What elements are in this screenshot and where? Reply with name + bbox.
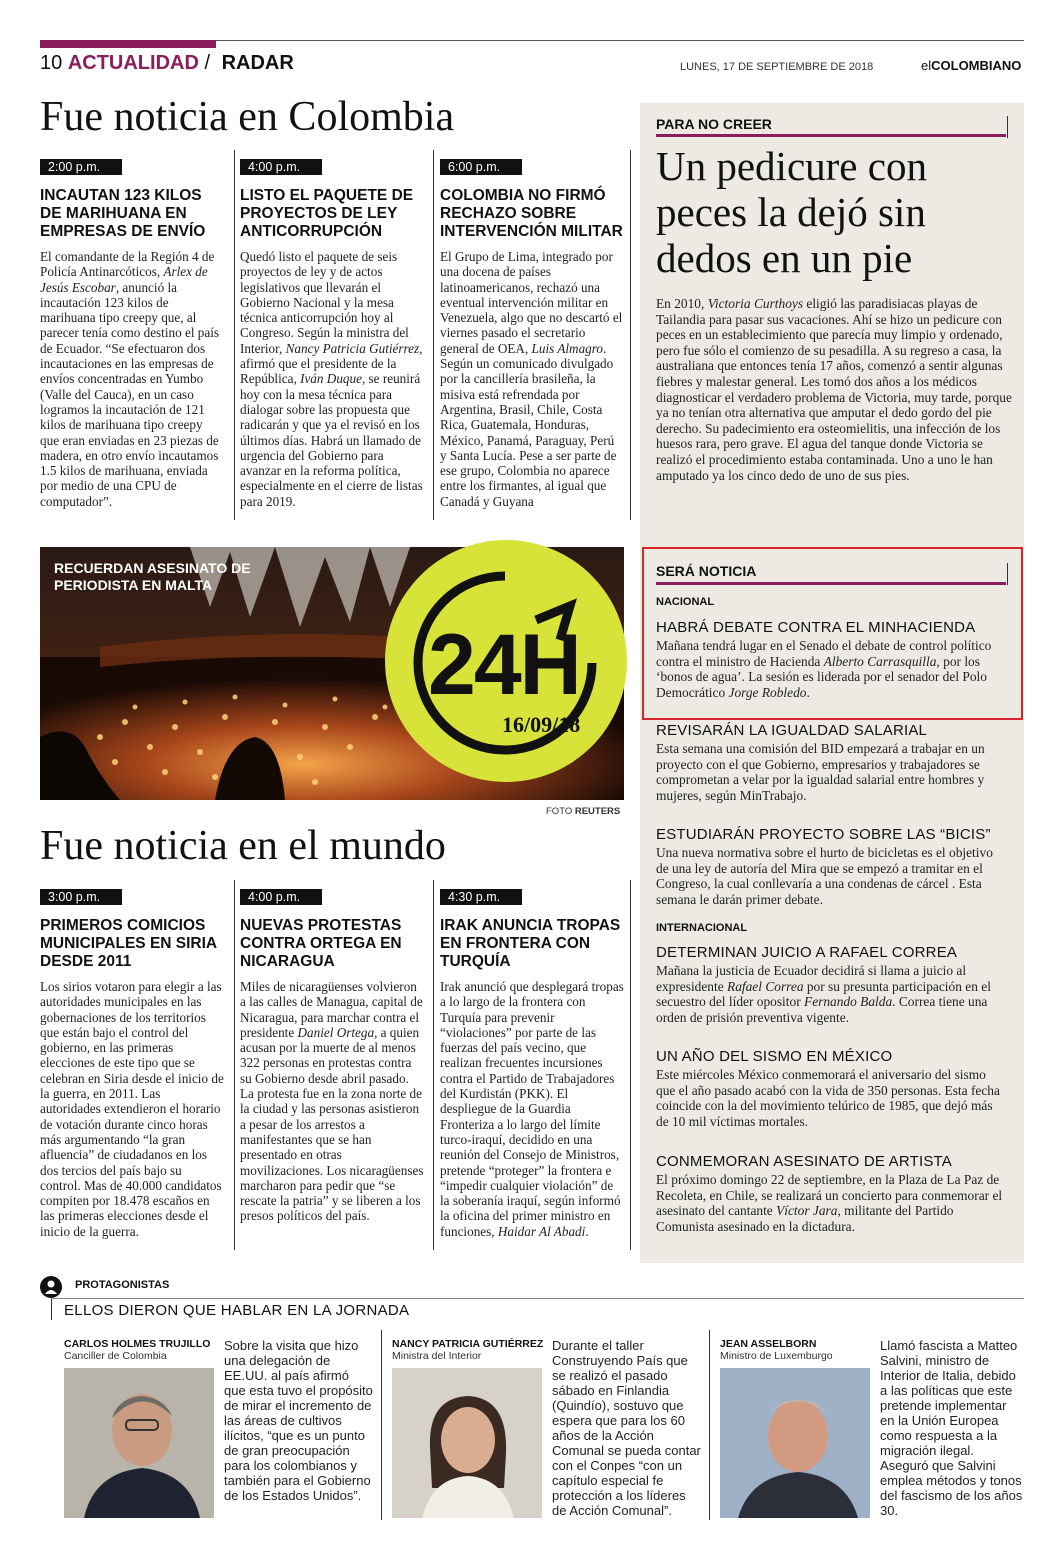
protagonist-name: CARLOS HOLMES TRUJILLO bbox=[64, 1338, 211, 1350]
sera-noticia-item bbox=[656, 826, 1008, 907]
para-no-creer-body: En 2010, Victoria Curthoys eligió las paradisiacas playas de Tailandia para pasar sus vacaciones. Ahí se hizo un pedicure con peces en un establecimiento que parecía muy limpio y ordenado, pero fue sólo el comienzo de su pesadilla. A su regreso a casa, la australiana que entonces tenía 17 años, comenzó a sentir algunas fiebres y malestar general. Les tomó dos años a los médicos diagnosticar el verdadero problema de Victoria, muy tarde, porque ya no tenían otra alternativa que amputar el dedo gordo del pie derecho. Su padecimiento era osteomielitis, una infección de los huesos rara, pero grave. El agua del tanque donde Victoria se realizó el procedimiento estaba contaminada. Uno a uno le han amputado ya los cinco dedo de uno de sus pies. bbox=[656, 296, 1012, 483]
avatar bbox=[392, 1368, 542, 1518]
colombia-heading: Fue noticia en Colombia bbox=[40, 94, 455, 140]
subsection-label: RADAR bbox=[221, 52, 294, 74]
col-divider bbox=[234, 880, 235, 1250]
masthead-brand bbox=[921, 58, 1021, 73]
para-no-creer-headline: Un pedicure con peces la dejó sin dedos en un pie bbox=[656, 143, 927, 281]
header-accent-bar bbox=[40, 40, 216, 48]
item-body: Este miércoles México conmemorará el aniversario del sismo que el año pasado acabó con la vida de 350 personas. Esta fecha coincide con la del movimiento telúrico de 1985, que dejó más de 10 mil víctimas mortales. bbox=[656, 1067, 1000, 1129]
protagonistas-subtitle: ELLOS DIERON QUE HABLAR EN LA JORNADA bbox=[64, 1302, 410, 1319]
mundo-story-2 bbox=[240, 888, 424, 1224]
protagonist-quote: Llamó fascista a Matteo Salvini, ministro de Interior de Italia, debido a las políticas que este pretende implementar en la Unión Europea como respuesta a la migración ilegal. Aseguró que Salvini emplea métodos y tonos del fascismo de los años 30. bbox=[880, 1338, 1023, 1518]
nacional-label: NACIONAL bbox=[656, 596, 715, 608]
item-title: DETERMINAN JUICIO A RAFAEL CORREA bbox=[656, 944, 958, 961]
para-no-creer-label: PARA NO CREER bbox=[656, 116, 772, 132]
sera-noticia-item bbox=[656, 1048, 1008, 1129]
item-title: HABRÁ DEBATE CONTRA EL MINHACIENDA bbox=[656, 619, 976, 636]
story-title: LISTO EL PAQUETE DE PROYECTOS DE LEY ANTICORRUPCIÓN bbox=[240, 187, 414, 240]
colombia-story-1 bbox=[40, 158, 224, 509]
photo-caption: RECUERDAN ASESINATO DE PERIODISTA EN MALTA bbox=[54, 560, 251, 593]
time-tag: 3:00 p.m. bbox=[40, 889, 122, 905]
section-header bbox=[40, 51, 294, 75]
protagonist-role: Canciller de Colombia bbox=[64, 1350, 167, 1362]
sera-noticia-edge bbox=[1007, 563, 1008, 585]
header-rule bbox=[216, 40, 1024, 41]
item-title: REVISARÁN LA IGUALDAD SALARIAL bbox=[656, 722, 928, 739]
story-body: El Grupo de Lima, integrado por una docena de países latinoamericanos, rechazó una eventual intervención militar en Venezuela, algo que no descartó el viernes pasado el secretario general de OEA, Luis Almagro. Según un comunicado divulgado por la cancillería brasileña, la misiva está refrendada por Argentina, Brasil, Chile, Costa Rica, Guatemala, Honduras, México, Panamá, Paraguay, Perú y Santa Lucía. Pese a ser parte de ese grupo, Colombia no aparece entre los firmantes, al igual que Canadá y Guyana bbox=[440, 249, 623, 509]
story-title: PRIMEROS COMICIOS MUNICIPALES EN SIRIA DESDE 2011 bbox=[40, 917, 217, 970]
col-divider bbox=[433, 880, 434, 1250]
item-body: Mañana tendrá lugar en el Senado el debate de control político contra el ministro de Hacienda Alberto Carrasquilla, por los ‘bonos de agua’. La sesión es liderada por el senador del Polo Democrático Jorge Robledo. bbox=[656, 638, 992, 700]
time-tag: 2:00 p.m. bbox=[40, 159, 122, 175]
item-body: El próximo domingo 22 de septiembre, en la Plaza de La Paz de Recoleta, en Chile, se realizará un concierto para conmemorar el asesinato del cantante Víctor Jara, militante del Partido Comunista asesinado en la dictadura. bbox=[656, 1172, 1003, 1234]
colombia-story-2 bbox=[240, 158, 424, 509]
protagonist-quote: Durante el taller Construyendo País que se realizó el pasado sábado en Finlandia (Quindío), sostuvo que espera que para los 60 años de la Acción Comunal se pueda contar con el Conpes “con un capítulo especial fe protección a los líderes de Acción Comunal”. bbox=[552, 1338, 701, 1518]
col-divider bbox=[234, 150, 235, 520]
col-divider bbox=[381, 1330, 382, 1520]
protagonistas-rule-v bbox=[51, 1298, 52, 1320]
para-no-creer-edge bbox=[1007, 116, 1008, 138]
brand-prefix: el bbox=[921, 58, 932, 73]
24h-badge-text: 24H bbox=[428, 617, 580, 713]
item-body: Mañana la justicia de Ecuador decidirá si llama a juicio al expresidente Rafael Correa por su presunta participación en el secuestro del líder opositor Fernando Balda. Correa tiene una orden de prisión preventiva vigente. bbox=[656, 963, 991, 1025]
story-body: Quedó listo el paquete de seis proyectos de ley y de actos legislativos que llevarán el Gobierno Nacional y la mesa técnica anticorrupción hoy al Congreso. Según la ministra del Interior, Nancy Patricia Gutiérrez, afirmó que el presidente de la República, Iván Duque, se reunirá hoy con la mesa técnica para dialogar sobre las propuesta que radicarán y que ya el revisó en los últimos días. Habrá un llamado de urgencia del Gobierno para avanzar en la reforma política, especialmente en el cierre de listas para 2019. bbox=[240, 249, 423, 509]
item-title: ESTUDIARÁN PROYECTO SOBRE LAS “BICIS” bbox=[656, 826, 991, 843]
item-title: UN AÑO DEL SISMO EN MÉXICO bbox=[656, 1048, 893, 1065]
protagonist-name: NANCY PATRICIA GUTIÉRREZ bbox=[392, 1338, 544, 1350]
protagonist-role: Ministra del Interior bbox=[392, 1350, 482, 1362]
protagonist-name: JEAN ASSELBORN bbox=[720, 1338, 817, 1350]
mundo-story-1 bbox=[40, 888, 224, 1239]
mundo-story-3 bbox=[440, 888, 624, 1239]
col-divider bbox=[433, 150, 434, 520]
story-title: COLOMBIA NO FIRMÓ RECHAZO SOBRE INTERVENCIÓN MILITAR bbox=[440, 187, 623, 240]
mundo-heading: Fue noticia en el mundo bbox=[40, 823, 446, 869]
item-body: Esta semana una comisión del BID empezará a trabajar en un proyecto con el que Gobierno, empresarios y trabajadores se comprometan a velar por la igualdad salarial entre hombres y mujeres, según MinTrabajo. bbox=[656, 741, 985, 803]
sera-noticia-item bbox=[656, 1153, 1008, 1234]
photo-credit: FOTO REUTERS bbox=[546, 806, 621, 817]
protagonistas-label: PROTAGONISTAS bbox=[75, 1279, 170, 1291]
story-body: El comandante de la Región 4 de Policía Antinarcóticos, Arlex de Jesús Escobar, anunció la incautación 123 kilos de marihuana tipo creepy que, al parecer tenía como destino el país de Ecuador. “Se efectuaron dos incautaciones en las empresas de envíos concentradas en Yumbo (Valle del Cauca), en un caso logramos la incautación de 121 kilos de marihuana tipo creepy que eran enviadas en 23 piezas de madera, en otro envío incautamos 1.5 kilos de marihuana, enviada por medio de una CPU de computador”. bbox=[40, 249, 220, 509]
col-divider bbox=[630, 150, 631, 520]
story-title: IRAK ANUNCIA TROPAS EN FRONTERA CON TURQUÍA bbox=[440, 917, 621, 970]
issue-date: LUNES, 17 DE SEPTIEMBRE DE 2018 bbox=[680, 61, 874, 73]
protagonist-role: Ministro de Luxemburgo bbox=[720, 1350, 833, 1362]
item-title: CONMEMORAN ASESINATO DE ARTISTA bbox=[656, 1153, 952, 1170]
time-tag: 6:00 p.m. bbox=[440, 159, 522, 175]
protagonistas-rule-h bbox=[51, 1298, 1024, 1299]
sera-noticia-rule bbox=[656, 582, 1006, 585]
colombia-story-3 bbox=[440, 158, 624, 509]
story-title: INCAUTAN 123 KILOS DE MARIHUANA EN EMPRESAS DE ENVÍO bbox=[40, 187, 206, 240]
24h-badge-date: 16/09/18 bbox=[502, 712, 581, 737]
sera-noticia-label: SERÁ NOTICIA bbox=[656, 563, 757, 579]
avatar bbox=[720, 1368, 870, 1518]
section-slash: / bbox=[204, 52, 211, 74]
col-divider bbox=[709, 1330, 710, 1520]
protagonist-quote: Sobre la visita que hizo una delegación de EE.UU. al país afirmó que esta tuvo el propósito de mirar el incremento de las áreas de cultivos ilícitos, “que es un punto de gran preocupación para los colombianos y también para el Gobierno de los Estados Unidos”. bbox=[224, 1338, 373, 1503]
time-tag: 4:00 p.m. bbox=[240, 889, 322, 905]
item-body: Una nueva normativa sobre el hurto de bicicletas es el objetivo de una ley de autoría del Mira que se empezó a tramitar en el Congreso, la cual conllevaría a una condenas de cárcel . Esta semana le darán primer debate. bbox=[656, 845, 993, 907]
section-label: ACTUALIDAD bbox=[67, 52, 199, 74]
brand-name: COLOMBIANO bbox=[931, 58, 1022, 73]
sera-noticia-item bbox=[656, 619, 1008, 700]
sera-noticia-item bbox=[656, 722, 1008, 803]
sera-noticia-item bbox=[656, 944, 1008, 1025]
internacional-label: INTERNACIONAL bbox=[656, 922, 748, 934]
page-number: 10 bbox=[40, 52, 63, 74]
time-tag: 4:30 p.m. bbox=[440, 889, 522, 905]
story-body: Los sirios votaron para elegir a las autoridades municipales en las gobernaciones de los territorios que están bajo el control del gobierno, en las primeras elecciones de este tipo que se celebran en Siria desde el inicio de la guerra, en 2011. Las autoridades extendieron el horario de votación durante cinco horas más argumentando “la gran afluencia” de ciudadanos en los dos tercios del país bajo su control. Mas de 40.000 candidatos compiten por 18.478 escaños en las primeras elecciones desde el inicio de la guerra. bbox=[40, 979, 224, 1239]
avatar bbox=[64, 1368, 214, 1518]
person-icon bbox=[40, 1276, 62, 1298]
story-body: Miles de nicaragüenses volvieron a las calles de Managua, capital de Nicaragua, para marchar contra el presidente Daniel Ortega, a quien acusan por la muerte de al menos 322 personas en protestas contra su Gobierno desde abril pasado. La protesta fue en la zona norte de la ciudad y las personas asistieron a pesar de los arrestos a manifestantes que se han presentado en otras movilizaciones. Los nicaragüenses marcharon para pedir que “se rescate la patria” y se liberen a los presos políticos del país. bbox=[240, 979, 424, 1224]
para-no-creer-rule bbox=[656, 134, 1006, 137]
col-divider bbox=[630, 880, 631, 1250]
time-tag: 4:00 p.m. bbox=[240, 159, 322, 175]
story-body: Irak anunció que desplegará tropas a lo largo de la frontera con Turquía para prevenir “violaciones” por parte de las fuerzas del país vecino, que realizan frecuentes incursiones contra el Partido de Trabajadores del Kurdistán (PKK). El despliegue de la Guardia Fronteriza a lo largo del límite turco-iraquí, decidido en una reunión del Consejo de Ministros, pretende “proteger” la frontera e “impedir cualquier violación” de la soberanía iraquí, según informó la oficina del primer ministro en funciones, Haidar Al Abadi. bbox=[440, 979, 624, 1239]
story-title: NUEVAS PROTESTAS CONTRA ORTEGA EN NICARAGUA bbox=[240, 917, 402, 970]
